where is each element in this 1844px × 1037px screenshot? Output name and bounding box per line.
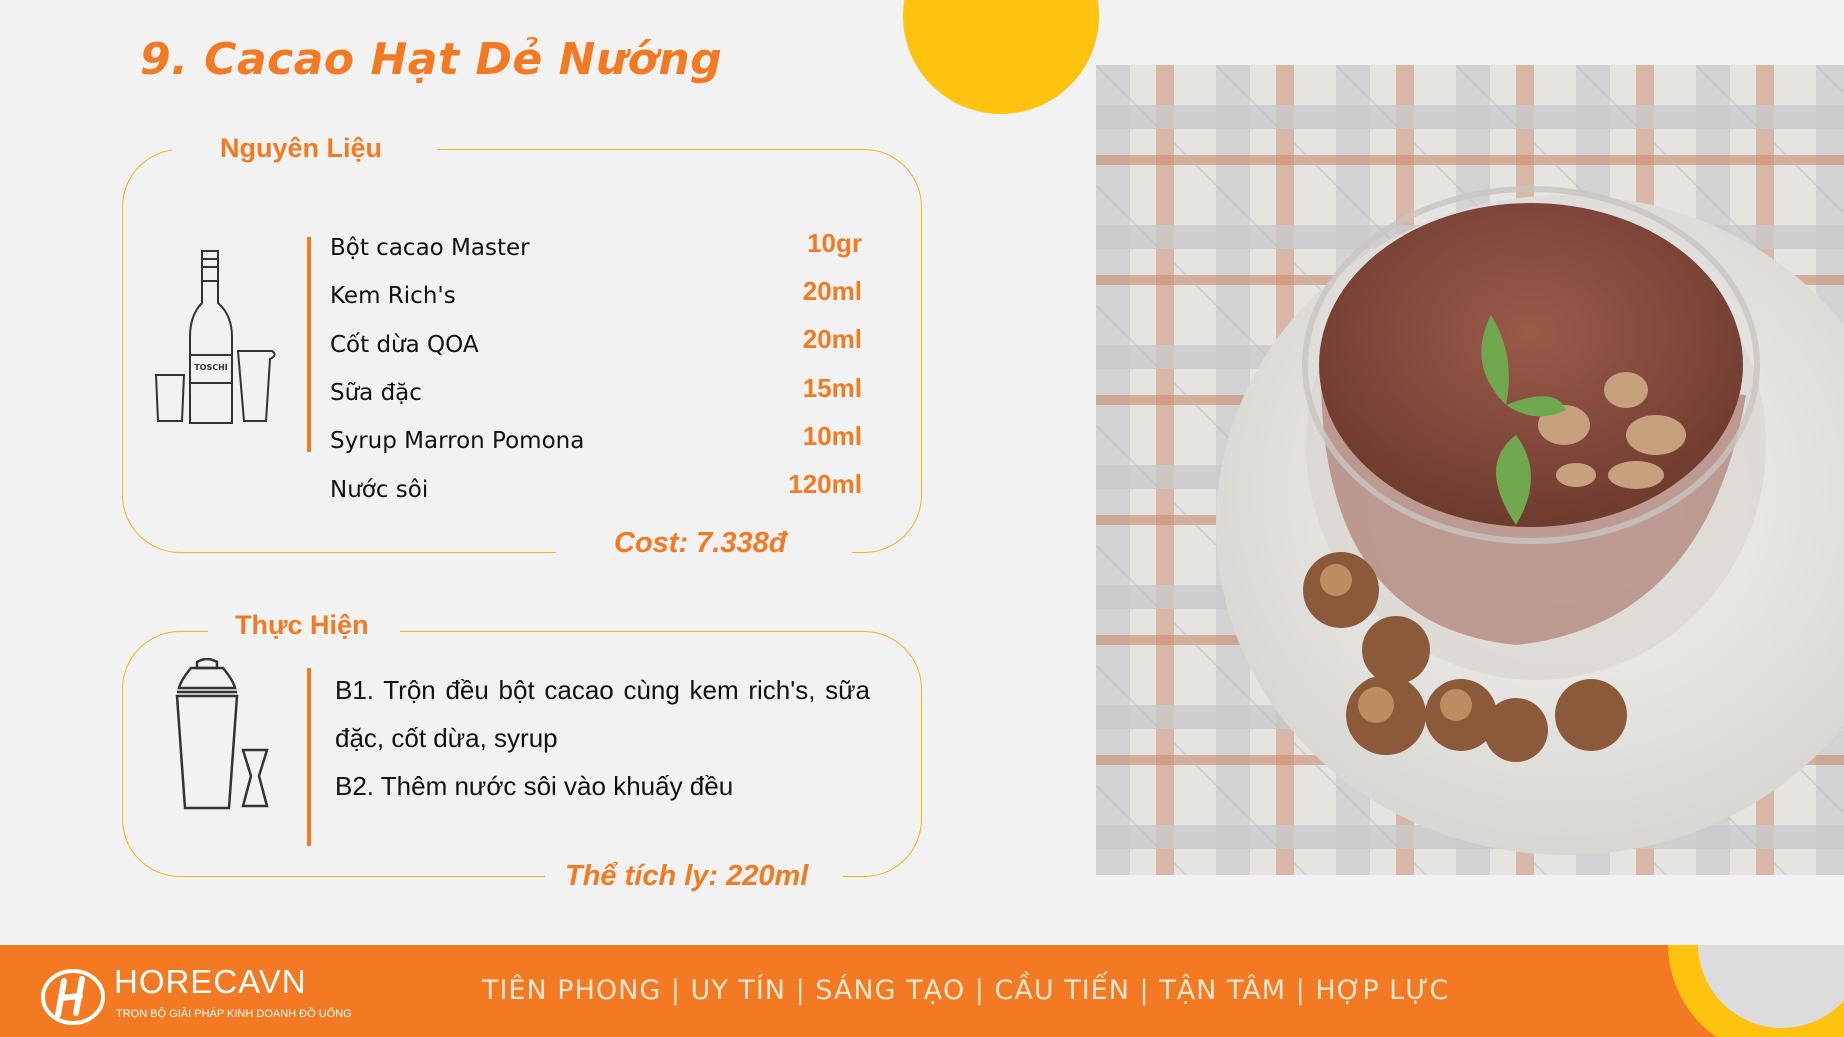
footer-bar — [0, 945, 1844, 1037]
ingredient-name: Nước sôi — [330, 477, 429, 503]
bottle-and-glasses-icon — [150, 245, 280, 430]
horecavn-logo-icon — [38, 967, 108, 1027]
method-accent-bar — [307, 668, 311, 846]
ingredient-name: Kem Rich's — [330, 283, 456, 309]
cost-label: Cost: 7.338đ — [614, 527, 787, 559]
ingredient-name: Syrup Marron Pomona — [330, 428, 585, 454]
shaker-icon — [155, 658, 280, 813]
ingredient-name: Sữa đặc — [330, 380, 422, 406]
decorative-yellow-ring — [1668, 945, 1844, 1037]
brand-name: HORECAVN — [114, 963, 307, 1000]
ingredient-qty: 20ml — [802, 324, 862, 354]
ingredient-name: Bột cacao Master — [330, 235, 530, 261]
ingredient-name: Cốt dừa QOA — [330, 332, 479, 358]
ingredients-heading: Nguyên Liệu — [220, 133, 383, 163]
ingredient-qty: 20ml — [802, 276, 862, 306]
ingredient-qty: 10gr — [807, 228, 862, 258]
page-title: 9. Cacao Hạt Dẻ Nướng — [140, 34, 723, 85]
ingredients-accent-bar — [307, 237, 311, 452]
drink-photo — [1096, 65, 1844, 875]
drink-photo-illustration — [1096, 65, 1844, 875]
method-step: B1. Trộn đều bột cacao cùng kem rich's, sữa đặc, cốt dừa, syrup — [335, 675, 870, 753]
method-step: B2. Thêm nước sôi vào khuấy đều — [335, 771, 734, 801]
brand-tagline: TRỌN BỘ GIẢI PHÁP KINH DOANH ĐỒ UỐNG — [116, 1008, 352, 1020]
footer-slogan: TIÊN PHONG | UY TÍN | SÁNG TẠO | CẦU TIẾN | TẬN TÂM | HỢP LỰC — [482, 975, 1450, 1006]
bottle-label: TOSCHI — [194, 363, 228, 372]
decorative-yellow-circle — [903, 0, 1099, 114]
volume-label: Thể tích ly: 220ml — [565, 860, 809, 892]
method-heading: Thực Hiện — [235, 610, 369, 640]
ingredient-qty: 120ml — [788, 469, 862, 499]
ingredient-qty: 10ml — [802, 421, 862, 451]
ingredient-qty: 15ml — [802, 373, 862, 403]
